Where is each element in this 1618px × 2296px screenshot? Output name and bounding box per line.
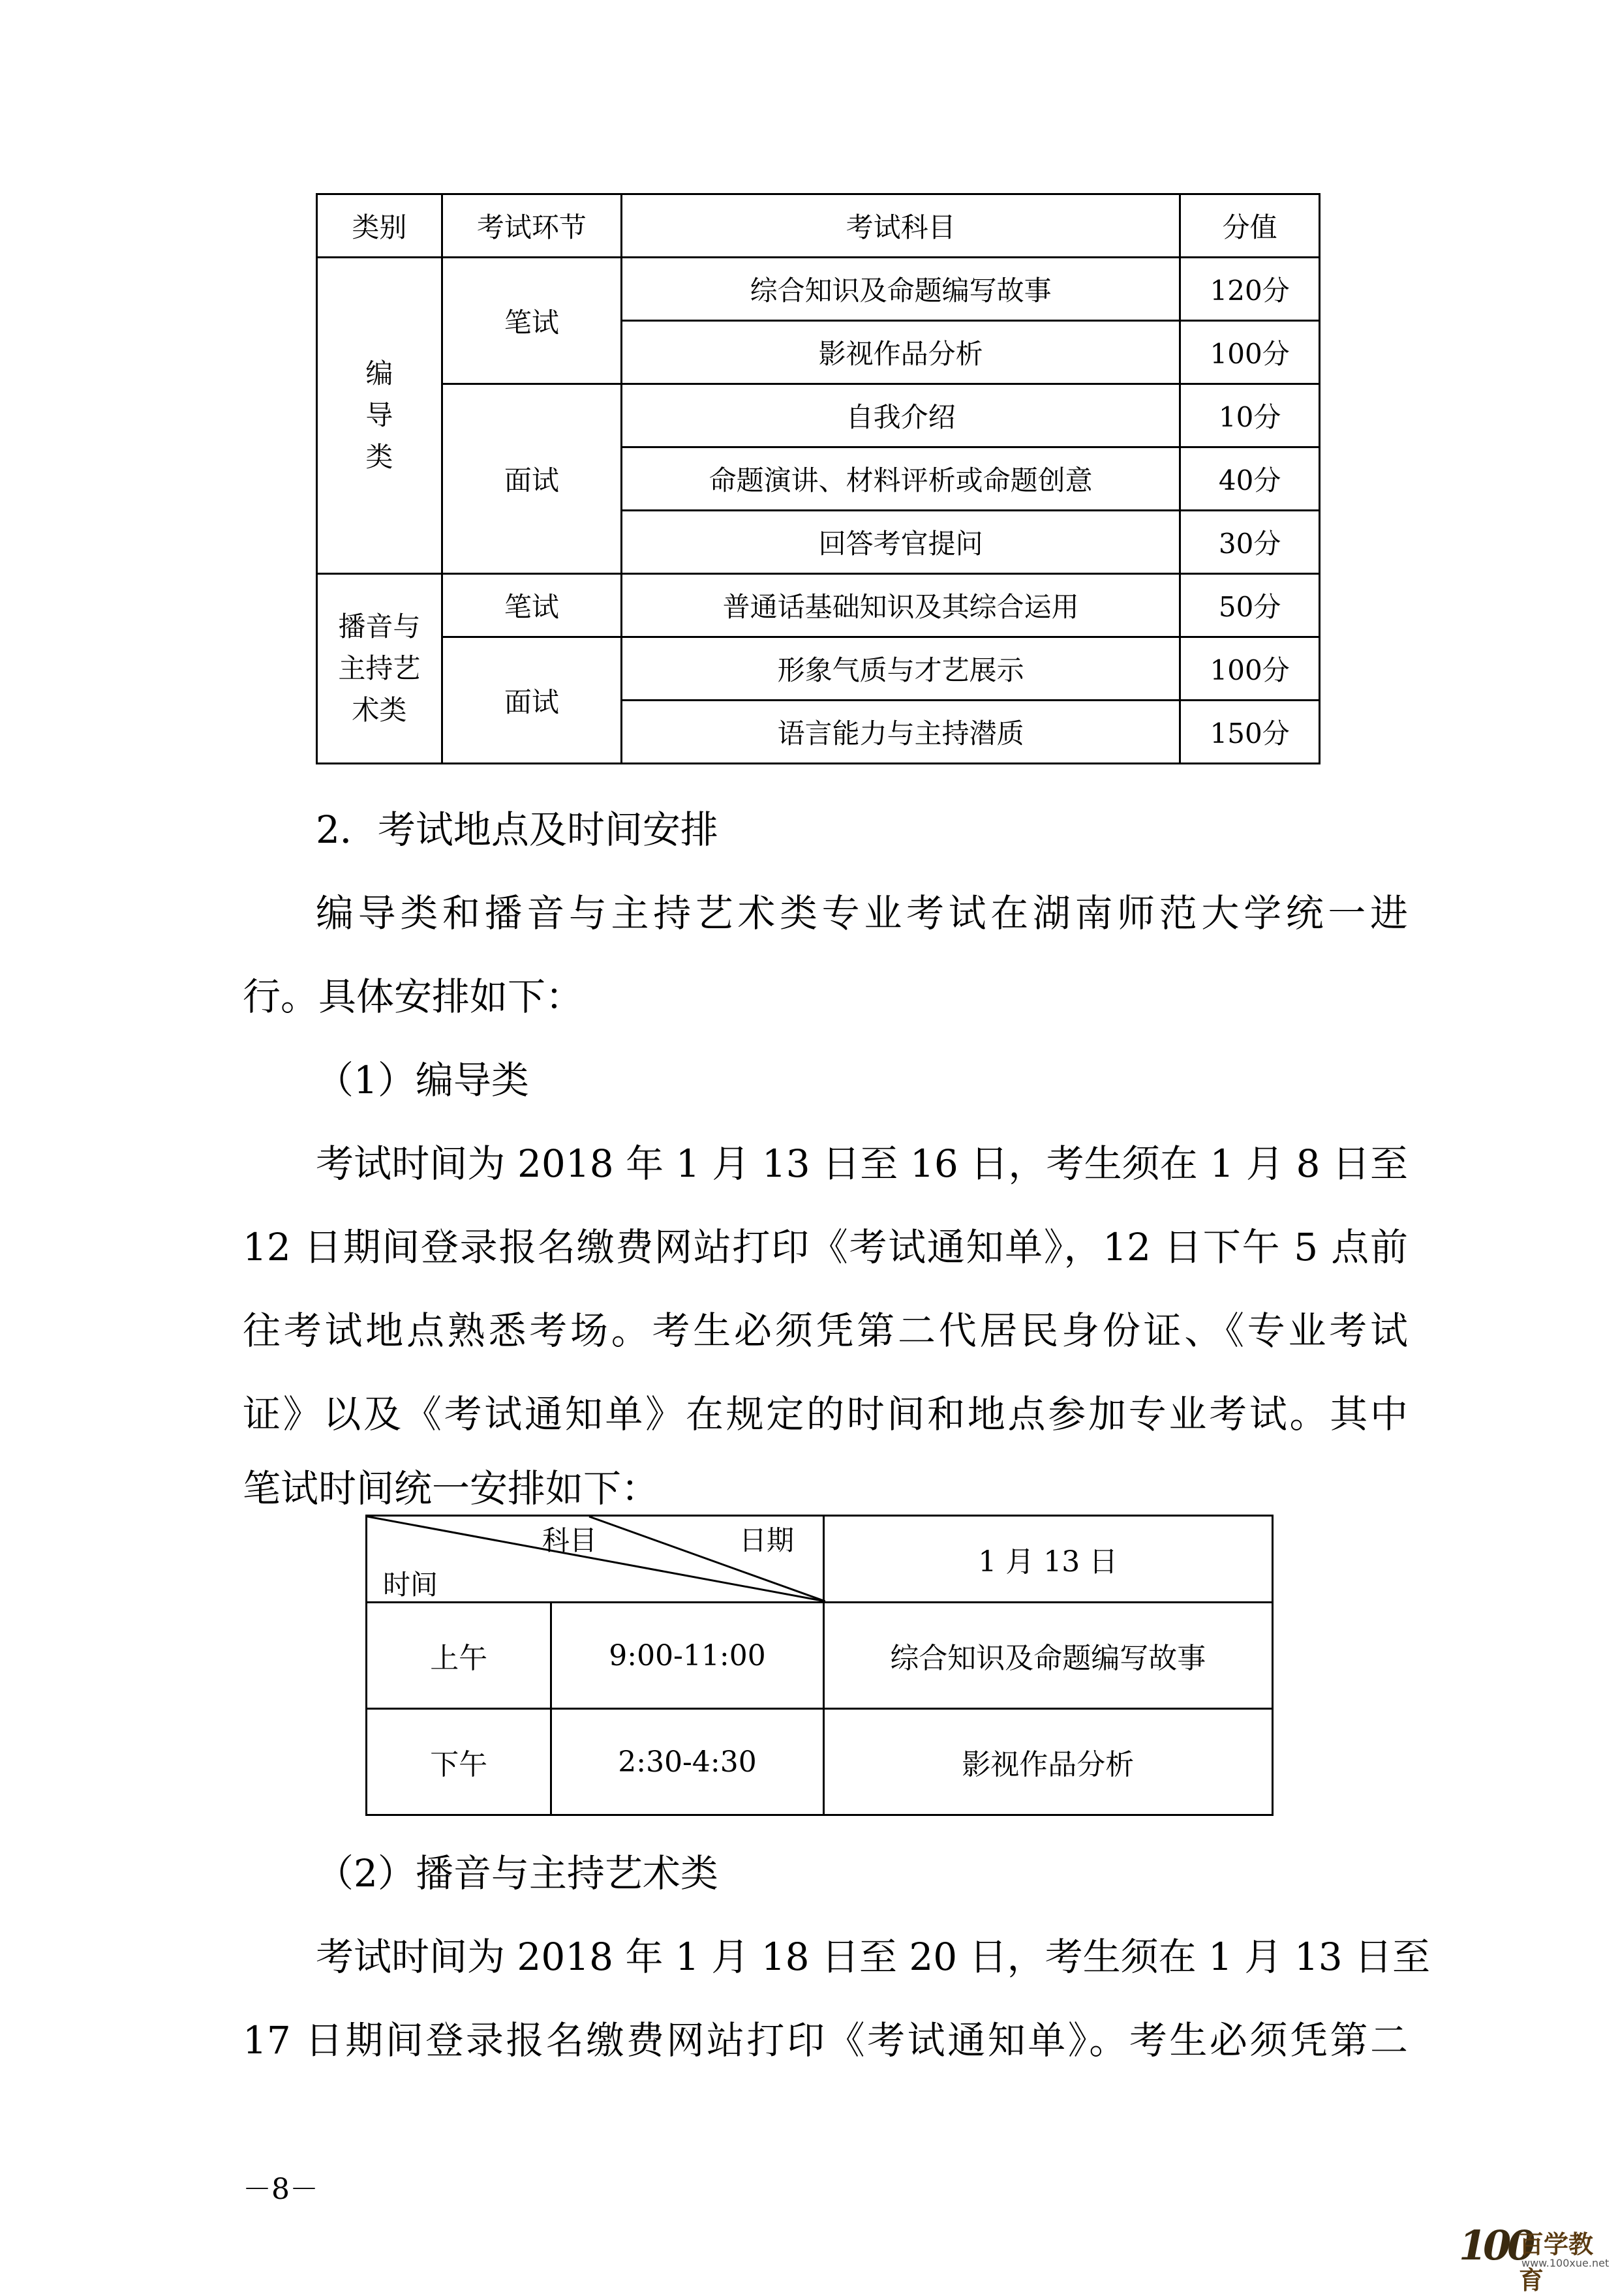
paragraph-line-wrap: [243, 1372, 1408, 1456]
subject-cell: 形象气质与才艺展示: [622, 637, 1180, 701]
time-cell: 9:00-11:00: [551, 1603, 823, 1709]
table-row: [367, 1603, 1273, 1709]
category-cell: 播音与 主持艺 术类: [317, 574, 442, 764]
paragraph-line: 考试时间为 2018 年 1 月 13 日至 16 日，考生须在 1 月 8 日至: [316, 1141, 1408, 1186]
diagonal-header-cell: [367, 1516, 824, 1603]
score-cell: 50分: [1180, 574, 1320, 637]
subsection-heading: （2）播音与主持艺术类: [316, 1851, 718, 1896]
paragraph-line: 往考试地点熟悉考场。考生必须凭第二代居民身份证、《专业考试: [243, 1308, 1408, 1353]
score-cell: 150分: [1180, 701, 1320, 764]
paragraph-line-wrap: [316, 1915, 1431, 1999]
diag-label-subject: 科目: [542, 1524, 598, 1556]
subject-cell: 影视作品分析: [622, 321, 1180, 384]
table-row: [317, 258, 1320, 321]
subject-cell: 语言能力与主持潜质: [622, 701, 1180, 764]
subject-cell: 命题演讲、材料评析或命题创意: [622, 447, 1180, 511]
header-category: 类别: [317, 194, 442, 258]
paragraph-line-wrap: [243, 1289, 1408, 1372]
logo-text: 百学教育: [1519, 2229, 1594, 2295]
score-cell: 10分: [1180, 384, 1320, 447]
subject-cell: 影视作品分析: [823, 1709, 1272, 1815]
score-table: [316, 193, 1320, 764]
diag-label-time: 时间: [383, 1569, 438, 1601]
category-cell: 编 导 类: [317, 258, 442, 574]
paragraph-line-wrap: [316, 1122, 1408, 1205]
logo-mark: 100: [1459, 2222, 1532, 2269]
stage-cell: 笔试: [442, 258, 621, 384]
header-stage: 考试环节: [442, 194, 621, 258]
date-header: 1 月 13 日: [823, 1516, 1272, 1603]
paragraph-line: 考试时间为 2018 年 1 月 18 日至 20 日，考生须在 1 月 13 日至: [316, 1935, 1431, 1979]
stage-cell: 笔试: [442, 574, 621, 637]
page-number: －8－: [243, 2173, 318, 2206]
stage-cell: 面试: [442, 384, 621, 574]
logo-url: www.100xue.net: [1521, 2257, 1610, 2269]
period-cell: 上午: [367, 1603, 551, 1709]
score-cell: 100分: [1180, 637, 1320, 701]
subject-cell: 综合知识及命题编写故事: [823, 1603, 1272, 1709]
time-cell: 2:30-4:30: [551, 1709, 823, 1815]
table-header-row: [367, 1516, 1273, 1603]
stage-cell: 面试: [442, 637, 621, 764]
paragraph-line: 证》以及《考试通知单》在规定的时间和地点参加专业考试。其中: [243, 1392, 1408, 1436]
subject-cell: 普通话基础知识及其综合运用: [622, 574, 1180, 637]
subject-cell: 回答考官提问: [622, 511, 1180, 574]
paragraph-line: 12 日期间登录报名缴费网站打印《考试通知单》，12 日下午 5 点前: [243, 1225, 1408, 1269]
paragraph-line-wrap: [243, 1999, 1408, 2082]
paragraph-line: 笔试时间统一安排如下：: [243, 1466, 660, 1511]
section-heading: 2．考试地点及时间安排: [316, 808, 718, 852]
paragraph-line: 行。具体安排如下：: [243, 974, 584, 1019]
table-row: [317, 637, 1320, 701]
watermark-logo: [1459, 2218, 1610, 2295]
score-cell: 120分: [1180, 258, 1320, 321]
table-header-row: [317, 194, 1320, 258]
table-row: [367, 1709, 1273, 1815]
subject-cell: 综合知识及命题编写故事: [622, 258, 1180, 321]
subject-cell: 自我介绍: [622, 384, 1180, 447]
table-row: [317, 384, 1320, 447]
paragraph-line: 编导类和播音与主持艺术类专业考试在湖南师范大学统一进: [316, 891, 1408, 935]
table-row: [317, 574, 1320, 637]
paragraph-line: 17 日期间登录报名缴费网站打印《考试通知单》。考生必须凭第二: [243, 2018, 1408, 2062]
score-cell: 30分: [1180, 511, 1320, 574]
diag-label-date: 日期: [739, 1524, 795, 1556]
paragraph-line-wrap: [243, 1205, 1408, 1289]
score-cell: 40分: [1180, 447, 1320, 511]
score-cell: 100分: [1180, 321, 1320, 384]
header-score: 分值: [1180, 194, 1320, 258]
exam-time-table: [365, 1515, 1274, 1816]
subsection-heading: （1）编导类: [316, 1058, 529, 1102]
header-subject: 考试科目: [622, 194, 1180, 258]
intro-line: [316, 871, 1408, 955]
period-cell: 下午: [367, 1709, 551, 1815]
